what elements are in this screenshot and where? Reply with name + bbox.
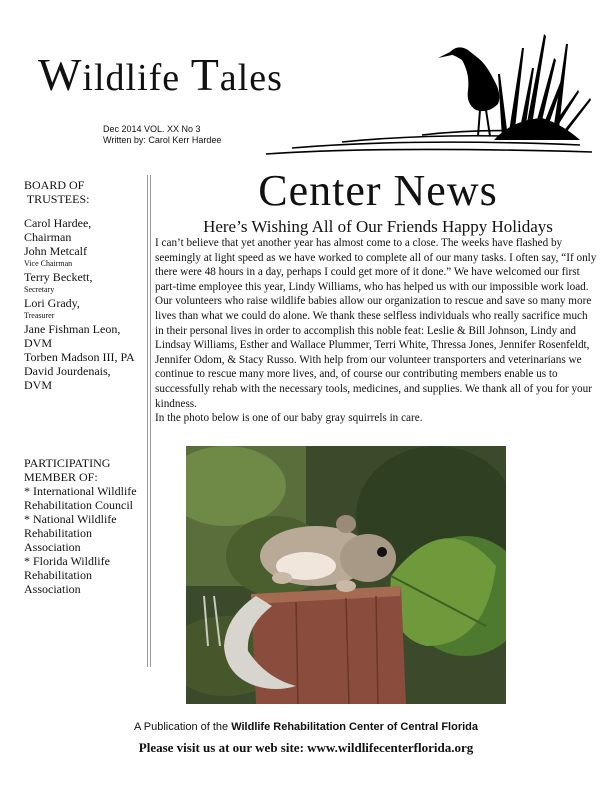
trustee-terry-beckett [24,270,146,296]
trustee-role: Chairman [24,230,72,244]
member-heading [24,456,146,484]
author-line: Written by: Carol Kerr Hardee [103,135,222,145]
member-item: * Florida Wildlife Rehabilitation Association [24,554,110,596]
article-headline: Here’s Wishing All of Our Friends Happy Holidays [203,217,553,236]
trustee-role: Vice Chairman [24,259,73,268]
title-initial-w: W [38,49,83,100]
trustee-name: Carol Hardee, [24,216,92,230]
newsletter-title [38,48,283,101]
trustee-name: Jane Fishman Leon, [24,322,121,336]
trustee-role: Treasurer [24,311,55,320]
trustee-name: David Jourdenais, [24,364,111,378]
squirrel-photo [186,446,506,704]
publication-prefix: A Publication of the [133,721,232,733]
section-title: Center News [258,166,498,215]
board-heading [24,178,146,206]
heron-marsh-illustration [262,28,602,160]
board-heading-line-2: TRUSTEES: [24,192,90,206]
heron-icon [438,47,499,136]
publication-org: Wildlife Rehabilitation Center of Central Florida [231,721,479,733]
issue-info [103,124,221,146]
publication-line [0,721,612,733]
title-part-2: ales [219,57,283,99]
trustee-david-jourdenais [24,364,146,392]
website-line: Please visit us at our web site: www.wildlifecenterflorida.org [138,740,474,755]
title-initial-t: T [190,49,220,100]
column-divider [150,175,151,667]
column-divider [147,175,148,667]
photo-caption: In the photo below is one of our baby gray squirrels in care. [155,412,423,425]
issue-line: Dec 2014 VOL. XX No 3 [103,124,201,134]
trustee-role: Secretary [24,285,55,294]
trustee-john-metcalf [24,244,146,270]
trustee-role: DVM [24,336,53,350]
trustee-jane-fishman-leon [24,322,146,350]
trustee-carol-hardee [24,216,146,244]
trustee-torben-madson [24,350,146,364]
title-part-1: ildlife [82,57,191,99]
sidebar [24,178,146,596]
trustee-name: John Metcalf [24,244,87,258]
trustee-lori-grady [24,296,146,322]
article-body [155,236,597,426]
member-heading-line-2: MEMBER OF: [24,470,98,484]
article-paragraph: I can’t believe that yet another year has almost come to a close. The weeks have flashed by seemingly at light speed as we have worked to complete all of our many tasks. I often say, “If only there were 48 hours in a day, perhaps I could get more of it done.” We have welcomed our first part-time employee this year, Lindy Williams, who has helped us with our impossible work load. Our volunteers who raise wildlife babies allow our organization to rescue and save so many more lives than what we could do alone. We thank these selfless individuals who really sacrifice much in their personal lives in order to accomplish this noble feat: Leslie & Bill Johnson, Lindy and Lindsay Williams, Esther and Wallace Plummer, Terri White, Thressa Jones, Jennifer Rosenfeldt, Jennifer Odom, & Stacy Russo. With help from our volunteer transporters and veterinarians we continue to rescue many more lives, and, of course our contributing members enable us to successfully rehab with the necessary tools, medicines, and supplies. We thank all of you for your kindness. [155,237,597,410]
trustee-name: Torben Madson III, PA [24,350,135,364]
trustee-name: Lori Grady, [24,296,80,310]
board-heading-line-1: BOARD OF [24,178,85,192]
member-item: * International Wildlife Rehabilitation Council [24,484,137,512]
trustee-role: DVM [24,378,53,392]
trustee-name: Terry Beckett, [24,270,93,284]
member-heading-line-1: PARTICIPATING [24,456,111,470]
member-item: * National Wildlife Rehabilitation Association [24,512,117,554]
